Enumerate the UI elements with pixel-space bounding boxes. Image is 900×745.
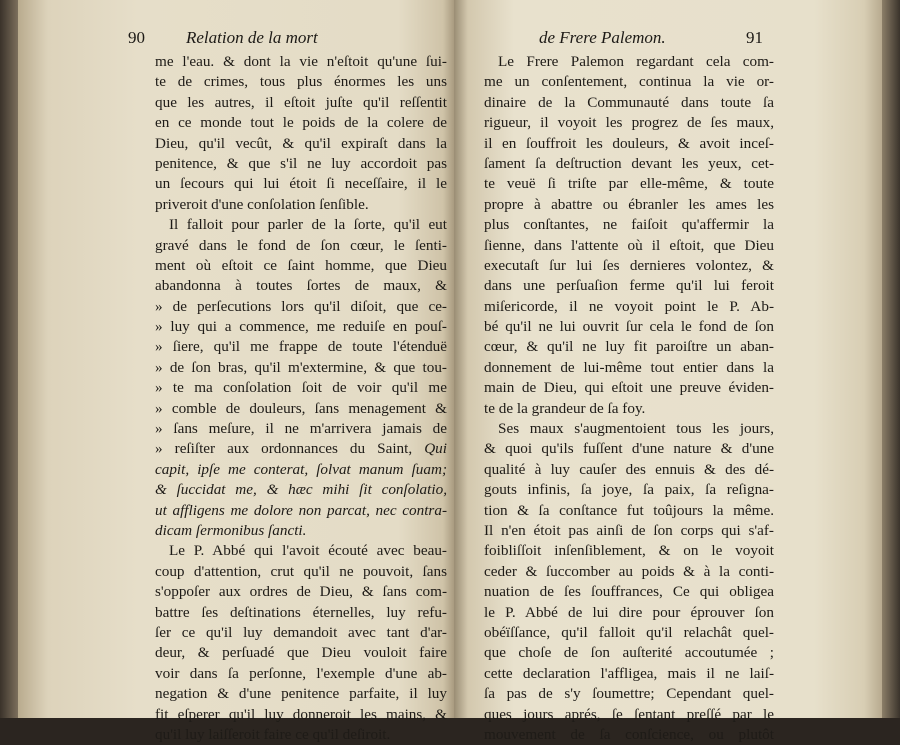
text-segment: dans une perſuaſion ferme qu'il lui feroit — [484, 277, 774, 295]
text-line — [484, 603, 774, 623]
text-line — [484, 174, 774, 194]
text-line — [155, 215, 447, 235]
text-segment: me l'eau. & dont la vie n'eſtoit qu'une ſui- — [155, 53, 447, 70]
text-segment: negation & d'une penitence parfaite, il luy — [155, 685, 447, 703]
text-line — [484, 113, 774, 133]
text-segment: ſienne, dans l'attente où il eſtoit, que Dieu — [484, 236, 774, 254]
text-segment: donnement de lui-même tout entier dans la — [484, 358, 774, 376]
text-line — [155, 582, 447, 602]
text-segment: obéïſſance, qu'il falloit qu'il relachât quel- — [484, 623, 774, 641]
left-page-text — [155, 52, 447, 745]
italic-text: capit, ipſe me conterat, ſolvat manum ſuam; — [155, 460, 447, 478]
text-line — [155, 256, 447, 276]
text-line — [155, 236, 447, 256]
text-segment: miſericorde, il ne voyoit point le P. Ab- — [484, 297, 774, 315]
text-line — [484, 705, 774, 725]
text-line — [155, 623, 447, 643]
text-line — [155, 419, 447, 439]
text-line — [484, 399, 774, 419]
running-title: Relation de la mort — [186, 28, 318, 47]
text-segment: coup d'attention, crut qu'il ne pouvoit, ſans — [155, 562, 447, 580]
text-segment: ques jours aprés, ſe ſentant preſſé par le — [484, 705, 774, 723]
text-segment: me un conſentement, continua la vie or- — [484, 73, 774, 91]
text-segment: ſa pas de s'y ſoumettre; Cependant quel- — [484, 685, 774, 703]
italic-text: dicam ſermonibus ſancti. — [155, 521, 307, 539]
text-line — [155, 297, 447, 317]
text-segment: ſer ce qu'il luy demandoit avec tant d'ar- — [155, 623, 447, 641]
text-line — [155, 72, 447, 92]
text-line — [484, 725, 774, 745]
text-line — [484, 195, 774, 215]
text-segment: rigueur, il voyoit les progrez de ſes maux, — [484, 114, 774, 132]
text-line — [155, 480, 447, 500]
text-segment: executaſt ſur lui ſes dernieres volontez, & — [484, 256, 774, 274]
text-line — [155, 358, 447, 378]
text-segment: mouvement de ſa conſcience, ou plutôt — [484, 725, 774, 743]
text-segment: qu'il luy laiſſeroit faire ce qu'il deſiroit. — [155, 725, 391, 743]
text-segment: » reſiſter aux ordonnances du Saint, — [155, 440, 425, 458]
text-line — [484, 134, 774, 154]
text-segment: priveroit d'une conſolation ſenſible. — [155, 195, 369, 213]
text-line — [484, 623, 774, 643]
text-segment: bé qu'il ne lui ouvrit ſur cela le fond de ſon — [484, 318, 774, 336]
book-edge-right — [882, 0, 900, 718]
text-line — [484, 582, 774, 602]
text-segment: » ſans meſure, il ne m'arrivera jamais de — [155, 420, 447, 438]
text-line — [155, 337, 447, 357]
text-line — [155, 154, 447, 174]
text-segment: le P. Abbé de lui dire pour éprouver ſon — [484, 603, 774, 621]
text-segment: cœur, & qu'il ne luy fit paroiſtre un aban- — [484, 338, 774, 356]
text-segment: Ses maux s'augmentoient tous les jours, — [498, 420, 774, 438]
text-segment: te de crimes, tous plus énormes les uns — [155, 73, 447, 91]
text-segment: fit eſperer qu'il luy donneroit les mains, & — [155, 705, 447, 723]
text-segment: & quoi qu'ils fuſſent d'une nature & d'une — [484, 440, 774, 458]
text-segment: » de perſecutions lors qu'il diſoit, que ce- — [155, 297, 447, 315]
text-line — [484, 276, 774, 296]
text-segment: dinaire de la Communauté dans toute ſa — [484, 93, 774, 111]
text-line — [484, 378, 774, 398]
text-line — [155, 664, 447, 684]
text-line — [155, 52, 447, 72]
text-line — [484, 664, 774, 684]
text-line — [155, 603, 447, 623]
text-segment: main de Dieu, qui eſtoit une preuve éviden- — [484, 379, 774, 397]
left-page — [18, 0, 454, 743]
text-segment: s'oppoſer aux ordres de Dieu, & ſans com- — [155, 583, 447, 601]
text-segment: il en ſouffroit les douleurs, & avoit inceſ- — [484, 134, 774, 152]
text-segment: » te ma conſolation ſoit de voir qu'il me — [155, 379, 447, 397]
text-segment: abandonna à toutes ſortes de maux, & — [155, 277, 447, 295]
text-segment: qualité à luy cauſer des ennuis & des dé- — [484, 460, 774, 478]
page-number: 91 — [746, 28, 763, 47]
text-line — [484, 154, 774, 174]
text-segment: ſament ſa deſtruction devant les yeux, cet- — [484, 154, 774, 172]
text-segment: te de la grandeur de ſa foy. — [484, 399, 646, 417]
text-line — [155, 113, 447, 133]
text-line — [155, 399, 447, 419]
text-segment: Le Frere Palemon regardant cela com- — [498, 53, 774, 70]
text-line — [155, 134, 447, 154]
text-segment: Il falloit pour parler de la ſorte, qu'il eut — [169, 216, 447, 234]
text-line — [155, 174, 447, 194]
italic-text: ut affligens me dolore non parcat, nec contra- — [155, 501, 447, 519]
text-segment: » luy qui a commence, me reduiſe en pouſ- — [155, 318, 447, 336]
text-segment: » de ſon bras, qu'il m'extermine, & que tou- — [155, 358, 447, 376]
text-segment: tion & ſa conſtance fut toûjours la même. — [484, 501, 774, 519]
text-segment: » ſiere, qu'il me frappe de toute l'étenduë — [155, 338, 447, 356]
text-line — [155, 93, 447, 113]
text-segment: battre ſes deſtinations éternelles, luy refu- — [155, 603, 447, 621]
text-line — [484, 419, 774, 439]
text-line — [484, 480, 774, 500]
text-segment: ceder & ſuccomber au poids & à la conti- — [484, 562, 774, 580]
running-title: de Frere Palemon. — [539, 28, 666, 47]
text-line — [155, 705, 447, 725]
text-line — [484, 317, 774, 337]
text-segment: nuation de ſes ſouffrances, Ce qui obligea — [484, 583, 774, 601]
text-line — [484, 358, 774, 378]
text-segment: Il n'en étoit pas ainſi de ſon corps qui s'af- — [484, 521, 774, 539]
text-segment: propre à abattre ou ébranler les ames les — [484, 195, 774, 213]
text-line — [484, 337, 774, 357]
text-segment: plus conſtantes, ne faiſoit qu'affermir la — [484, 216, 774, 234]
text-line — [484, 52, 774, 72]
text-line — [155, 317, 447, 337]
text-line — [484, 256, 774, 276]
text-segment: te veuë ſi triſte par elle-même, & toute — [484, 175, 774, 193]
text-line — [484, 236, 774, 256]
text-line — [155, 501, 447, 521]
text-segment: que les autres, il eſtoit juſte qu'il reſſentit — [155, 93, 447, 111]
text-line — [484, 297, 774, 317]
text-line — [484, 93, 774, 113]
text-line — [155, 684, 447, 704]
text-line — [484, 541, 774, 561]
right-page-text — [484, 52, 774, 745]
text-line — [484, 562, 774, 582]
text-segment: Dieu, qu'il vecût, & qu'il expiraſt dans la — [155, 134, 447, 152]
text-segment: cette declaration l'affligea, mais il ne laiſ- — [484, 664, 774, 682]
text-line — [155, 378, 447, 398]
text-segment: foibliſſoit inſenſiblement, & on le voyoit — [484, 542, 774, 560]
text-segment: voir dans ſa perſonne, l'exemple d'une ab- — [155, 664, 447, 682]
text-line — [484, 684, 774, 704]
text-segment: un ſecours qui lui étoit ſi neceſſaire, il le — [155, 175, 447, 193]
text-line — [484, 215, 774, 235]
text-line — [484, 501, 774, 521]
right-page — [454, 0, 882, 743]
text-line — [484, 72, 774, 92]
text-line — [155, 460, 447, 480]
text-segment: gouts infinis, ſa joye, ſa paix, ſa reſigna- — [484, 481, 774, 499]
text-segment: Le P. Abbé qui l'avoit écouté avec beau- — [169, 542, 447, 560]
text-segment: » comble de douleurs, ſans menagement & — [155, 399, 447, 417]
text-line — [484, 521, 774, 541]
text-segment: en ce monde tout le poids de la colere de — [155, 114, 447, 132]
text-segment: penitence, & que s'il ne luy accordoit pas — [155, 154, 447, 172]
text-line — [484, 643, 774, 663]
italic-text: Qui — [424, 440, 447, 458]
text-line — [155, 562, 447, 582]
text-line — [155, 521, 447, 541]
italic-text: & ſuccidat me, & hæc mihi ſit conſolatio, — [155, 481, 447, 499]
text-line — [484, 439, 774, 459]
text-line — [155, 541, 447, 561]
page-number: 90 — [128, 28, 145, 47]
text-line — [155, 439, 447, 459]
text-line — [484, 460, 774, 480]
text-segment: ment où eſtoit ce ſaint homme, que Dieu — [155, 256, 447, 274]
text-segment: deur, & perſuadé que Dieu vouloit faire — [155, 644, 447, 662]
text-line — [155, 276, 447, 296]
book-edge-left — [0, 0, 18, 718]
text-line — [155, 195, 447, 215]
text-segment: que choſe de ſon auſterité accoutumée ; — [484, 644, 774, 662]
text-line — [155, 725, 447, 745]
text-segment: gravé dans le fond de ſon cœur, le ſenti- — [155, 236, 447, 254]
text-line — [155, 643, 447, 663]
